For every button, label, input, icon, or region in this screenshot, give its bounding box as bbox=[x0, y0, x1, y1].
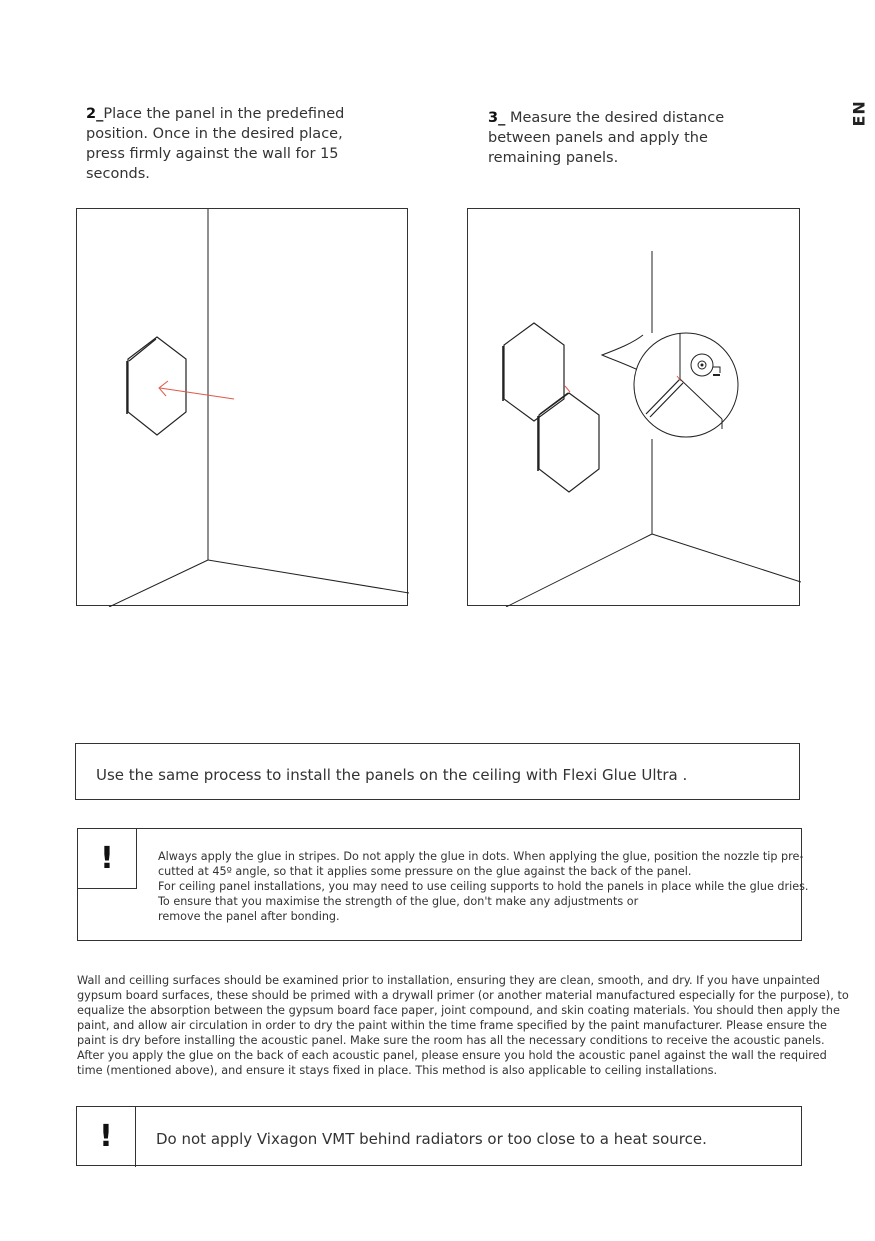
instructions-line: Wall and ceilling surfaces should be examined prior to installation, ensuring they are clean, smooth, and dry. If you have unpainted bbox=[77, 974, 820, 987]
instructions-paragraph bbox=[77, 973, 849, 1078]
exclamation-icon: ! bbox=[77, 1107, 136, 1167]
step-2-illustration bbox=[76, 208, 408, 606]
warning-line: remove the panel after bonding. bbox=[158, 910, 340, 923]
step-line: remaining panels. bbox=[488, 150, 619, 166]
step-3-text bbox=[488, 108, 748, 168]
step-number: 3_ bbox=[488, 110, 506, 126]
step-2-text bbox=[86, 104, 366, 184]
step-line: seconds. bbox=[86, 166, 150, 182]
arrow-icon bbox=[159, 381, 234, 399]
tape-measure-icon bbox=[691, 354, 720, 376]
wall-corner-measure-drawing bbox=[468, 209, 801, 607]
step-line: Place the panel in the predefined bbox=[103, 106, 345, 122]
warning-box-glue bbox=[77, 828, 809, 941]
instructions-line: paint is dry before installing the acoustic panel. Make sure the room has all the necessary conditions to receive the acoustic panels. bbox=[77, 1034, 825, 1047]
step-3-illustration bbox=[467, 208, 800, 606]
step-line: Measure the desired distance bbox=[505, 110, 725, 126]
step-line: between panels and apply the bbox=[488, 130, 708, 146]
warning-text: Do not apply Vixagon VMT behind radiators or too close to a heat source. bbox=[156, 1130, 707, 1148]
warning-line: cutted at 45º angle, so that it applies some pressure on the glue against the back of the panel. bbox=[158, 865, 692, 878]
wall-corner-drawing bbox=[77, 209, 409, 607]
step-number: 2_ bbox=[86, 106, 104, 122]
ceiling-note-box bbox=[75, 743, 800, 800]
ceiling-note-text: Use the same process to install the panels on the ceiling with Flexi Glue Ultra . bbox=[96, 766, 688, 784]
step-line: press firmly against the wall for 15 bbox=[86, 146, 339, 162]
warning-box-heat bbox=[76, 1106, 802, 1166]
warning-line: For ceiling panel installations, you may need to use ceiling supports to hold the panels in place while the glue dries. bbox=[158, 880, 809, 893]
exclamation-icon: ! bbox=[78, 829, 137, 889]
instructions-line: After you apply the glue on the back of each acoustic panel, please ensure you hold the acoustic panel against the wall the required bbox=[77, 1049, 827, 1062]
language-tab: EN bbox=[849, 100, 869, 127]
warning-line: To ensure that you maximise the strength of the glue, don't make any adjustments or bbox=[158, 895, 639, 908]
warning-text bbox=[158, 849, 809, 924]
warning-line: Always apply the glue in stripes. Do not apply the glue in dots. When applying the glue, position the nozzle tip pre- bbox=[158, 850, 804, 863]
instructions-line: gypsum board surfaces, these should be primed with a drywall primer (or another material manufactured especially for the purpose), to bbox=[77, 989, 849, 1002]
instructions-line: paint, and allow air circulation in order to dry the paint within the time frame specified by the paint manufacturer. Please ensure the bbox=[77, 1019, 827, 1032]
step-line: position. Once in the desired place, bbox=[86, 126, 343, 142]
hexagon-panel bbox=[128, 337, 186, 435]
instructions-line: time (mentioned above), and ensure it stays fixed in place. This method is also applicable to ceiling installations. bbox=[77, 1064, 718, 1077]
hexagon-panel bbox=[504, 323, 564, 421]
instructions-line: equalize the absorption between the gypsum board face paper, joint compound, and skin coating materials. You should then apply the bbox=[77, 1004, 840, 1017]
